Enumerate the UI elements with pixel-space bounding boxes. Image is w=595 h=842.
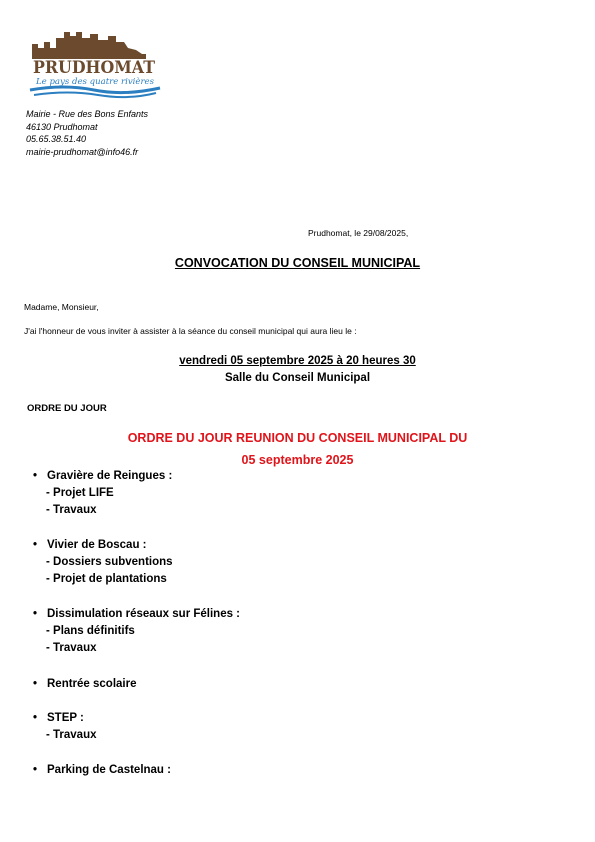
agenda-item [33,539,147,551]
bullet-icon: • [33,608,38,620]
bullet-icon: • [33,539,38,551]
agenda-item-title: Parking de Castelnau : [47,764,171,776]
intro-text: J'ai l'honneur de vous inviter à assister à la séance du conseil municipal qui aura lieu le : [24,326,357,336]
agenda-heading-line2: 05 septembre 2025 [241,453,354,467]
page-title: CONVOCATION DU CONSEIL MUNICIPAL [174,256,421,270]
agenda-item [33,608,240,620]
address-block [26,108,148,158]
agenda-heading-line1: ORDRE DU JOUR REUNION DU CONSEIL MUNICIPAL DU [127,431,468,445]
agenda-subitem: - Travaux [46,729,97,741]
agenda-subitem: - Projet de plantations [46,573,167,585]
logo-name: PRUDHOMAT [33,58,156,77]
agenda-item-title: Dissimulation réseaux sur Félines : [47,608,241,620]
agenda-subitem: - Travaux [46,642,97,654]
agenda-item-title: Gravière de Reingues : [47,470,173,482]
bullet-icon: • [33,764,38,776]
agenda-subitem: - Plans définitifs [46,625,135,637]
address-line1: Mairie - Rue des Bons Enfants [26,109,149,119]
prudhomat-logo [24,26,164,104]
place-date: Prudhomat, le 29/08/2025, [308,228,409,238]
address-email: mairie-prudhomat@info46.fr [26,146,139,157]
agenda-label: ORDRE DU JOUR [27,403,107,414]
bullet-icon: • [33,678,38,690]
logo-tagline: Le pays des quatre rivières [34,77,154,86]
salutation: Madame, Monsieur, [24,302,99,312]
bullet-icon: • [33,470,38,482]
agenda-item [33,470,172,482]
meeting-datetime: vendredi 05 septembre 2025 à 20 heures 30 [179,355,416,367]
address-phone: 05.65.38.51.40 [26,134,87,144]
agenda-item [33,764,171,776]
address-line2: 46130 Prudhomat [26,121,98,132]
agenda-subitem: - Dossiers subventions [46,556,173,568]
agenda-item-title: Vivier de Boscau : [47,539,147,551]
agenda-item [33,712,84,724]
agenda-subitem: - Travaux [46,504,97,516]
agenda-item [33,678,137,690]
agenda-subitem: - Projet LIFE [46,487,114,499]
agenda-item-title: Rentrée scolaire [47,678,137,690]
bullet-icon: • [33,712,38,724]
agenda-item-title: STEP : [47,712,84,724]
meeting-room: Salle du Conseil Municipal [224,372,371,384]
